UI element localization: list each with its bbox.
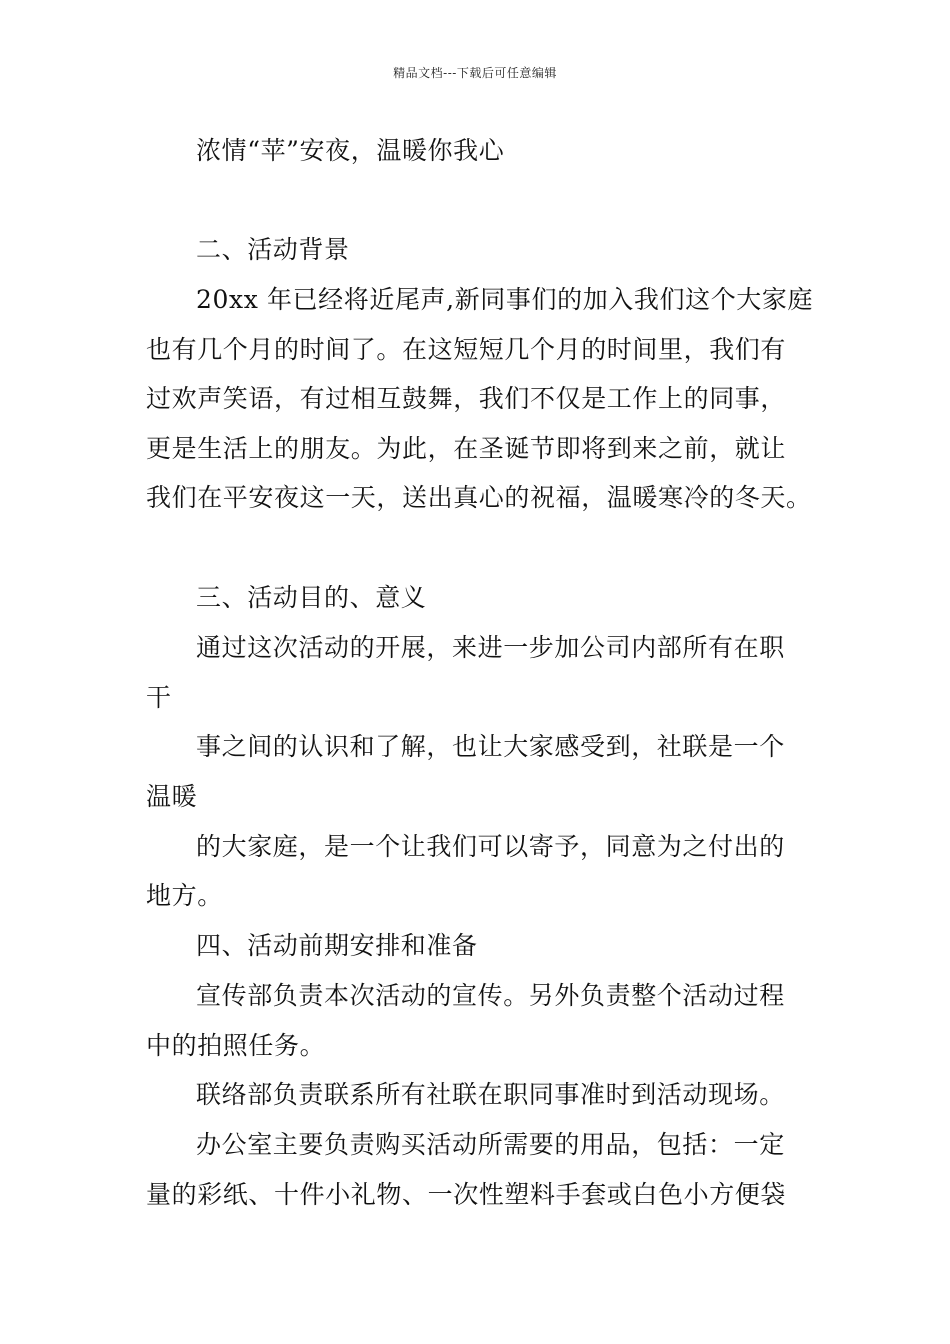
paragraph-line: 20xx 年已经将近尾声,新同事们的加入我们这个大家庭 (196, 285, 814, 314)
paragraph-line: 事之间的认识和了解，也让大家感受到，社联是一个 (196, 732, 785, 761)
paragraph-line: 中的拍照任务。 (146, 1031, 326, 1060)
paragraph-line: 也有几个月的时间了。在这短短几个月的时间里，我们有 (146, 335, 787, 364)
paragraph-line: 地方。 (146, 881, 223, 910)
paragraph-line: 的大家庭，是一个让我们可以寄予，同意为之付出的 (196, 832, 785, 861)
paragraph-line: 联络部负责联系所有社联在职同事准时到活动现场。 (196, 1080, 785, 1109)
section-heading-preparation: 四、活动前期安排和准备 (196, 931, 478, 960)
paragraph-line: 通过这次活动的开展，来进一步加公司内部所有在职 (196, 633, 785, 662)
paragraph-line: 我们在平安夜这一天，送出真心的祝福，温暖寒冷的冬天。 (146, 483, 812, 512)
page-header: 精品文档---下载后可任意编辑 (393, 66, 557, 80)
paragraph-line: 量的彩纸、十件小礼物、一次性塑料手套或白色小方便袋 (146, 1180, 787, 1209)
paragraph-line: 更是生活上的朋友。为此，在圣诞节即将到来之前，就让 (146, 434, 787, 463)
event-theme-line: 浓情“苹”安夜，温暖你我心 (196, 136, 505, 165)
section-heading-background: 二、活动背景 (196, 235, 350, 264)
paragraph-line: 干 (146, 683, 172, 712)
paragraph-line: 办公室主要负责购买活动所需要的用品，包括：一定 (196, 1130, 785, 1159)
section-heading-purpose: 三、活动目的、意义 (196, 583, 427, 612)
paragraph-line: 温暖 (146, 782, 198, 811)
paragraph-line: 过欢声笑语，有过相互鼓舞，我们不仅是工作上的同事， (146, 384, 787, 413)
paragraph-line: 宣传部负责本次活动的宣传。另外负责整个活动过程 (196, 981, 785, 1010)
